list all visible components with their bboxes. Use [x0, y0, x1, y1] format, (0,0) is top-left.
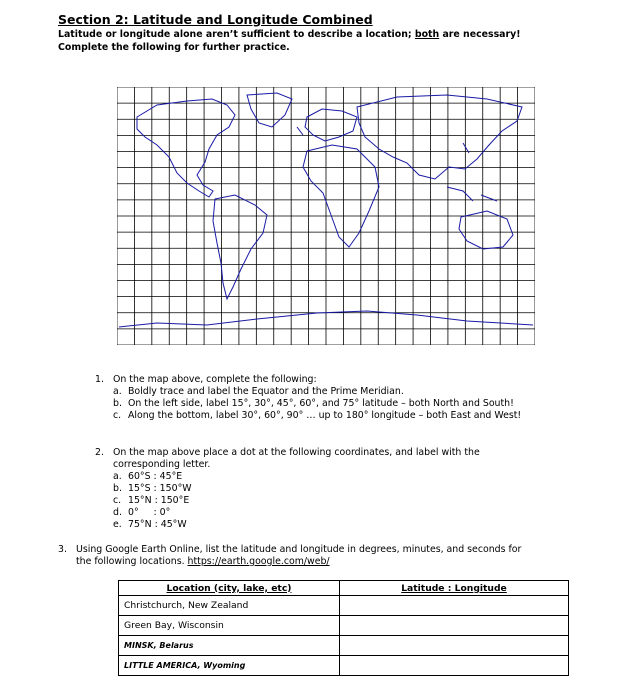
google-earth-link[interactable]: https://earth.google.com/web/ [187, 556, 330, 567]
section-title: Section 2: Latitude and Longitude Combined [58, 12, 373, 27]
locations-table [118, 580, 569, 676]
greenland-outline [247, 93, 292, 127]
q2-item: e. 75°N : 45°W [113, 519, 187, 530]
q3-text-line1: Using Google Earth Online, list the latitude and longitude in degrees, minutes, and seconds for [76, 544, 522, 555]
q1-number: 1. [95, 374, 104, 385]
q2-item: a. 60°S : 45°E [113, 471, 183, 482]
q2-number: 2. [95, 447, 104, 458]
q3-text-line2: the following locations. [76, 556, 188, 567]
q2-item: b. 15°S : 150°W [113, 483, 192, 494]
table-row [119, 636, 569, 656]
map-grid-lines [117, 87, 535, 345]
location-cell: LITTLE AMERICA, Wyoming [119, 656, 340, 676]
location-cell: Green Bay, Wisconsin [119, 616, 340, 636]
q2-text-line1: On the map above place a dot at the following coordinates, and label with the [113, 447, 480, 458]
question-1 [95, 374, 521, 422]
col-header-location: Location (city, lake, etc) [119, 581, 340, 596]
q1-item: a. Boldly trace and label the Equator and the Prime Meridian. [113, 386, 404, 397]
q1-item: c. Along the bottom, label 30°, 60°, 90° … up to 180° longitude – both East and West! [113, 410, 522, 421]
table-row [119, 616, 569, 636]
col-header-latlong: Latitude : Longitude [340, 581, 569, 596]
europe-outline [305, 109, 357, 141]
q2-item: c. 15°N : 150°E [113, 495, 190, 506]
table-row [119, 596, 569, 616]
australia-outline [459, 211, 513, 249]
latlong-answer-cell[interactable] [340, 636, 569, 656]
world-map-grid[interactable] [117, 87, 535, 345]
section-intro [58, 28, 578, 54]
table-header-row [119, 581, 569, 596]
table-row [119, 656, 569, 676]
asia-outline [357, 95, 522, 179]
islands-outline [297, 127, 497, 201]
africa-outline [303, 145, 379, 247]
question-2 [95, 447, 480, 531]
latlong-answer-cell[interactable] [340, 596, 569, 616]
latlong-answer-cell[interactable] [340, 616, 569, 636]
q1-item: b. On the left side, label 15°, 30°, 45°, 60°, and 75° latitude – both North and South! [113, 398, 514, 409]
question-3 [58, 544, 521, 568]
location-cell: MINSK, Belarus [119, 636, 340, 656]
q2-item: d. 0° : 0° [113, 507, 171, 518]
q1-text: On the map above, complete the following: [113, 374, 317, 385]
q3-number: 3. [58, 544, 67, 555]
intro-part1: Latitude or longitude alone aren’t sufficient to describe a location; [58, 29, 415, 40]
intro-part2: are necessary! [439, 29, 521, 40]
location-cell: Christchurch, New Zealand [119, 596, 340, 616]
latlong-answer-cell[interactable] [340, 656, 569, 676]
intro-emphasis: both [414, 29, 440, 40]
intro-line2: Complete the following for further practice. [58, 42, 290, 53]
q2-text-line2: corresponding letter. [113, 459, 211, 470]
